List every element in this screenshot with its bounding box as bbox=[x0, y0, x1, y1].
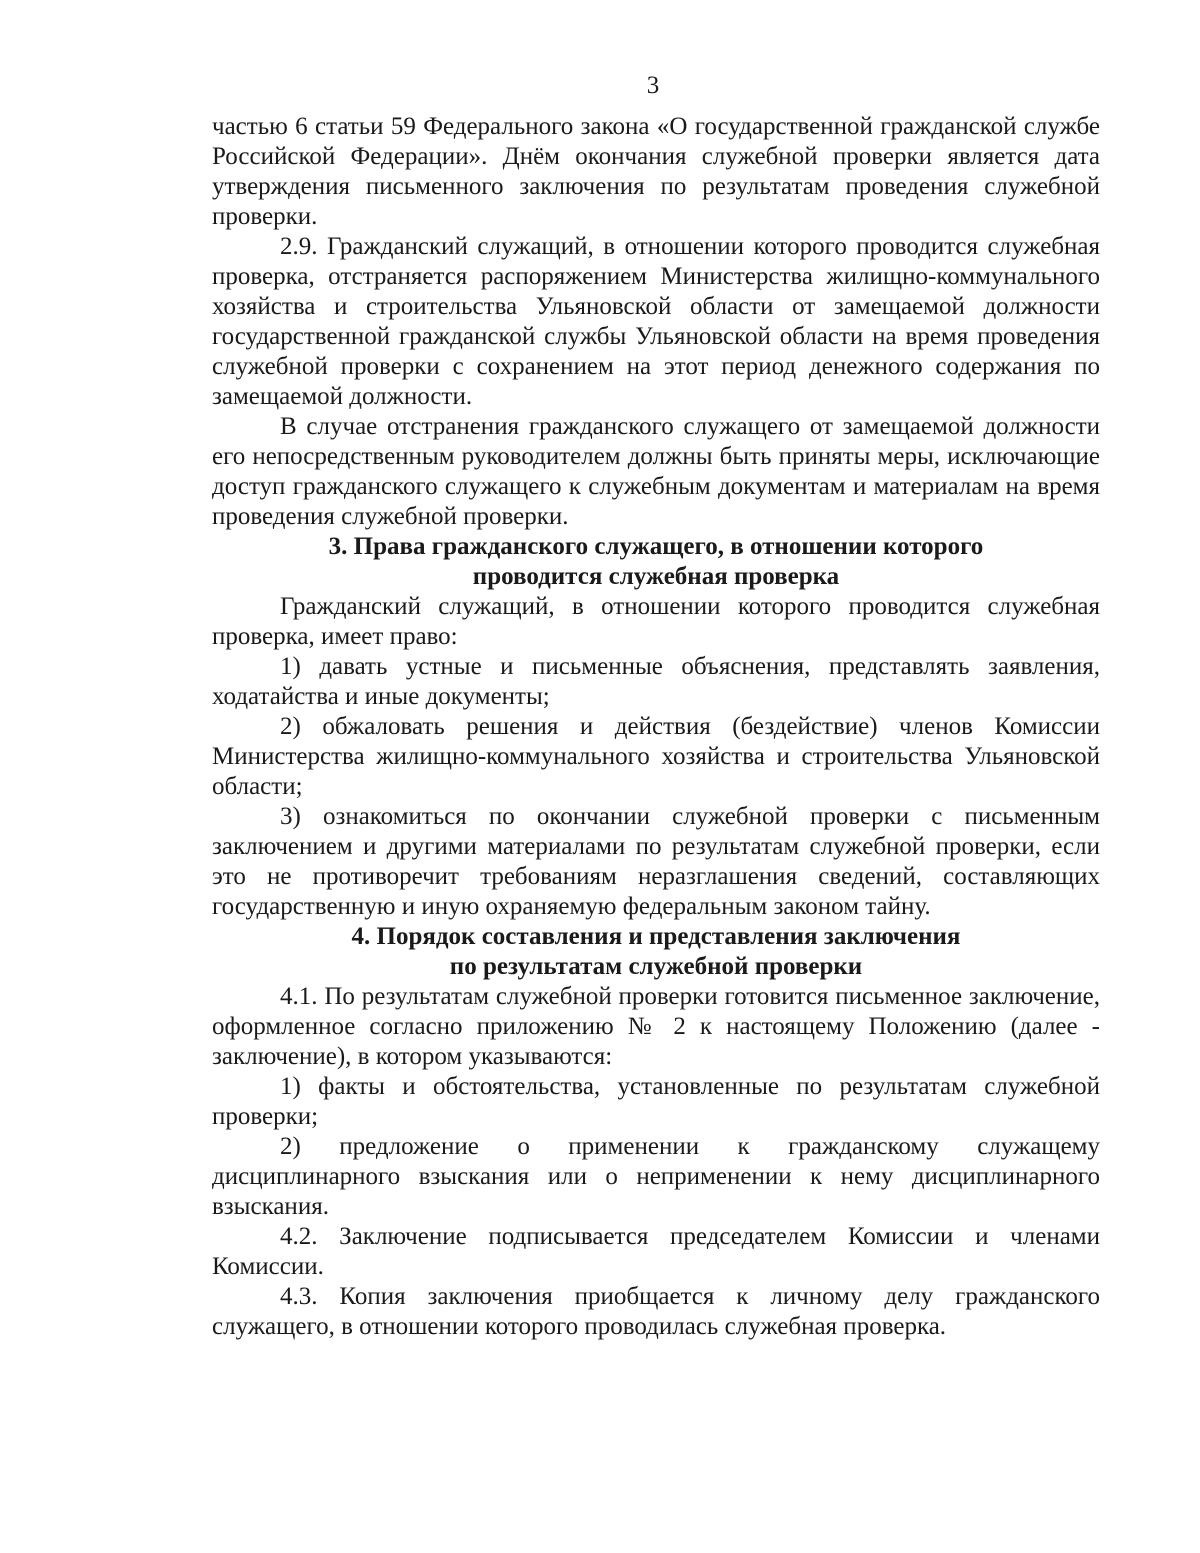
paragraph: 4.3. Копия заключения приобщается к личному делу гражданского служащего, в отношении которого проводилась служебная проверка. bbox=[212, 1283, 1100, 1340]
paragraph: 4.1. По результатам служебной проверки готовится письменное заключение, оформленное согласно приложению № 2 к настоящему Положению (далее - заключение), в котором указываются: bbox=[212, 983, 1100, 1070]
section-4-heading-line-1: 4. Порядок составления и представления заключения bbox=[351, 923, 961, 950]
list-item: 1) давать устные и письменные объяснения, представлять заявления, ходатайства и иные документы; bbox=[212, 653, 1100, 710]
list-item: 2) предложение о применении к гражданскому служащему дисциплинарного взыскания или о неприменении к нему дисциплинарного взыскания. bbox=[212, 1133, 1100, 1220]
paragraph: Гражданский служащий, в отношении которого проводится служебная проверка, имеет право: bbox=[212, 593, 1100, 650]
paragraph: 4.2. Заключение подписывается председателем Комиссии и членами Комиссии. bbox=[212, 1223, 1100, 1280]
paragraph: В случае отстранения гражданского служащего от замещаемой должности его непосредственным руководителем должны быть приняты меры, исключающие доступ гражданского служащего к служебным документам и материалам на время проведения служебной проверки. bbox=[212, 413, 1100, 530]
list-item: 2) обжаловать решения и действия (бездействие) членов Комиссии Министерства жилищно-коммунального хозяйства и строительства Ульяновской области; bbox=[212, 713, 1100, 800]
section-4-heading bbox=[212, 922, 1100, 982]
paragraph: 2.9. Гражданский служащий, в отношении которого проводится служебная проверка, отстраняется распоряжением Министерства жилищно-коммунального хозяйства и строительства Ульяновской области от замещаемой должности государственной гражданской службы Ульяновской области на время проведения служебной проверки с сохранением на этот период денежного содержания по замещаемой должности. bbox=[212, 233, 1100, 410]
section-3-heading-line-2: проводится служебная проверка bbox=[472, 563, 840, 590]
list-item: 3) ознакомиться по окончании служебной проверки с письменным заключением и другими материалами по результатам служебной проверки, если это не противоречит требованиям неразглашения сведений, составляющих государственную и иную охраняемую федеральным законом тайну. bbox=[212, 803, 1100, 920]
section-3-heading bbox=[212, 532, 1100, 592]
paragraph: частью 6 статьи 59 Федерального закона «О государственной гражданской службе Российской Федерации». Днём окончания служебной проверки является дата утверждения письменного заключения по результатам проведения служебной проверки. bbox=[212, 113, 1100, 230]
page-number: 3 bbox=[646, 72, 660, 99]
section-4-heading-line-2: по результатам служебной проверки bbox=[449, 953, 863, 980]
list-item: 1) факты и обстоятельства, установленные по результатам служебной проверки; bbox=[212, 1073, 1100, 1130]
document-body bbox=[212, 112, 1100, 1342]
section-3-heading-line-1: 3. Права гражданского служащего, в отношении которого bbox=[328, 533, 984, 560]
